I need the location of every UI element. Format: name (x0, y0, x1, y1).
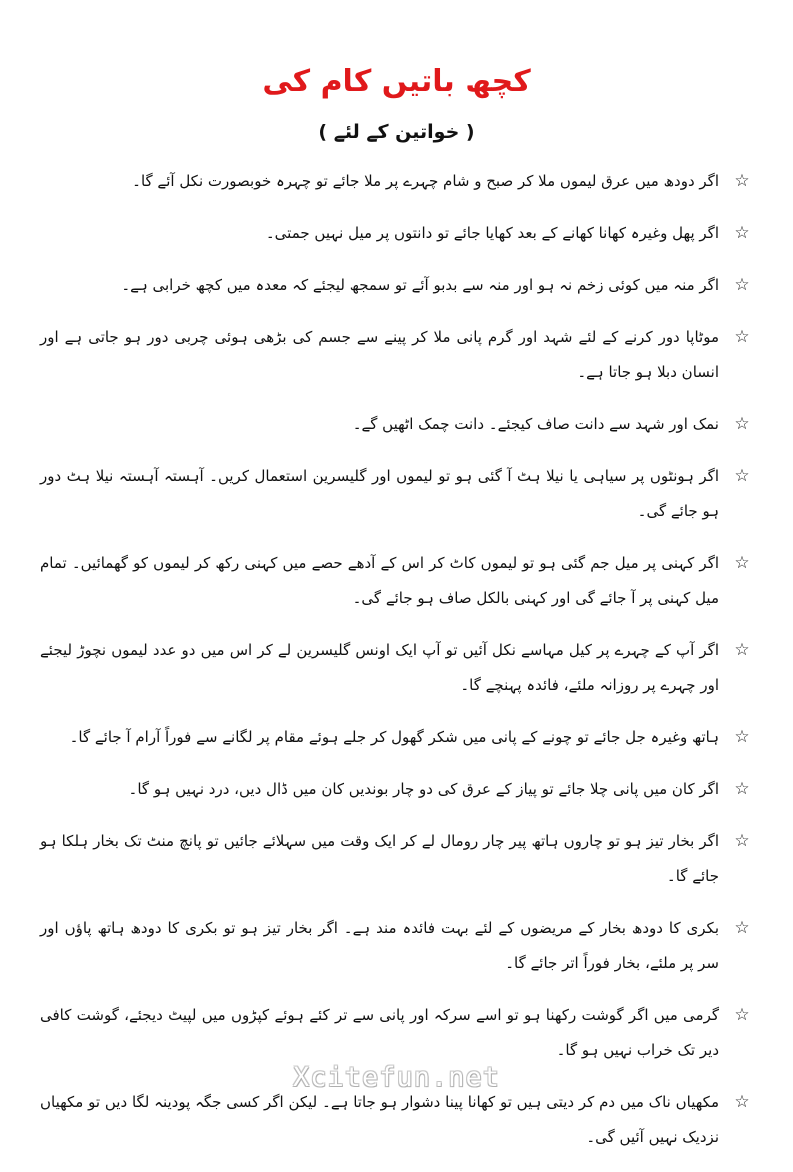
star-outline-icon: ☆ (734, 640, 750, 660)
tip-item (40, 824, 753, 894)
star-outline-icon: ☆ (734, 414, 750, 434)
tip-text: اگر ہونٹوں پر سیاہی یا نیلا ہٹ آ گئی ہو تو لیموں اور گلیسرین استعمال کریں۔ آہستہ آہستہ نیلا ہٹ دور ہو جائے گی۔ (40, 467, 719, 520)
tip-item (40, 911, 753, 981)
tip-item (40, 459, 753, 529)
tip-text: گرمی میں اگر گوشت رکھنا ہو تو اسے سرکہ اور پانی سے تر کئے ہوئے کپڑوں میں لپیٹ دیجئے، گوشت کافی دیر تک خراب نہیں ہو گا۔ (40, 1006, 719, 1059)
tip-text: ہاتھ وغیرہ جل جائے تو چونے کے پانی میں شکر گھول کر جلے ہوئے مقام پر لگانے سے فوراً آرام آ جائے گا۔ (69, 728, 719, 746)
star-outline-icon: ☆ (734, 1005, 750, 1025)
page-subtitle: ( خواتین کے لئے ) (318, 121, 475, 143)
star-outline-icon: ☆ (734, 327, 750, 347)
tip-text: مکھیاں ناک میں دم کر دیتی ہیں تو کھانا پینا دشوار ہو جاتا ہے۔ لیکن اگر کسی جگہ پودینہ لگا دیں تو مکھیاں نزدیک نہیں آئیں گی۔ (40, 1093, 719, 1146)
tip-text: موٹاپا دور کرنے کے لئے شہد اور گرم پانی ملا کر پینے سے جسم کی بڑھی ہوئی چربی دور ہو جاتی ہے اور انسان دبلا ہو جاتا ہے۔ (40, 328, 719, 381)
tip-item (40, 268, 753, 303)
tip-item (40, 772, 753, 807)
tip-item (40, 216, 753, 251)
tip-item (40, 164, 753, 199)
star-outline-icon: ☆ (734, 727, 750, 747)
star-outline-icon: ☆ (734, 918, 750, 938)
star-outline-icon: ☆ (734, 779, 750, 799)
tip-text: اگر پھل وغیرہ کھانا کھانے کے بعد کھایا جائے تو دانتوں پر میل نہیں جمتی۔ (265, 224, 719, 242)
tip-text: اگر منہ میں کوئی زخم نہ ہو اور منہ سے بدبو آئے تو سمجھ لیجئے کہ معدہ میں کچھ خرابی ہے۔ (121, 276, 719, 294)
tip-item (40, 720, 753, 755)
page-title: کچھ باتیں کام کی (262, 64, 531, 99)
tip-item (40, 998, 753, 1068)
tip-text: اگر بخار تیز ہو تو چاروں ہاتھ پیر چار رومال لے کر ایک وقت میں سہلائے جائیں تو پانچ منٹ تک بخار ہلکا ہو جائے گا۔ (40, 832, 719, 885)
star-outline-icon: ☆ (734, 831, 750, 851)
star-outline-icon: ☆ (734, 1092, 750, 1112)
site-watermark: Xcitefun.net (292, 1062, 501, 1093)
tip-text: اگر کان میں پانی چلا جائے تو پیاز کے عرق کی دو چار بوندیں کان میں ڈال دیں، درد نہیں ہو گا۔ (128, 780, 719, 798)
star-outline-icon: ☆ (734, 553, 750, 573)
tip-item (40, 633, 753, 703)
tip-text: اگر آپ کے چہرے پر کیل مہاسے نکل آئیں تو آپ ایک اونس گلیسرین لے کر اس میں دو عدد لیموں نچوڑ لیجئے اور چہرے پر روزانہ ملئے، فائدہ پہنچے گا۔ (40, 641, 719, 694)
tip-text: اگر کہنی پر میل جم گئی ہو تو لیموں کاٹ کر اس کے آدھے حصے میں کہنی رکھ کر لیموں کو گھمائیں۔ تمام میل کہنی پر آ جائے گی اور کہنی بالکل صاف ہو جائے گی۔ (40, 554, 719, 607)
tip-text: بکری کا دودھ بخار کے مریضوں کے لئے بہت فائدہ مند ہے۔ اگر بخار تیز ہو تو بکری کا دودھ ہاتھ پاؤں اور سر پر ملئے، بخار فوراً اتر جائے گا۔ (40, 919, 719, 972)
tips-list (40, 164, 753, 1172)
tip-text: نمک اور شہد سے دانت صاف کیجئے۔ دانت چمک اٹھیں گے۔ (352, 415, 719, 433)
star-outline-icon: ☆ (734, 223, 750, 243)
star-outline-icon: ☆ (734, 171, 750, 191)
tip-item (40, 546, 753, 616)
tip-item (40, 320, 753, 390)
star-outline-icon: ☆ (734, 275, 750, 295)
tip-item (40, 1085, 753, 1155)
tip-text: اگر دودھ میں عرق لیموں ملا کر صبح و شام چہرے پر ملا جائے تو چہرہ خوبصورت نکل آئے گا۔ (132, 172, 719, 190)
tip-item (40, 407, 753, 442)
star-outline-icon: ☆ (734, 466, 750, 486)
